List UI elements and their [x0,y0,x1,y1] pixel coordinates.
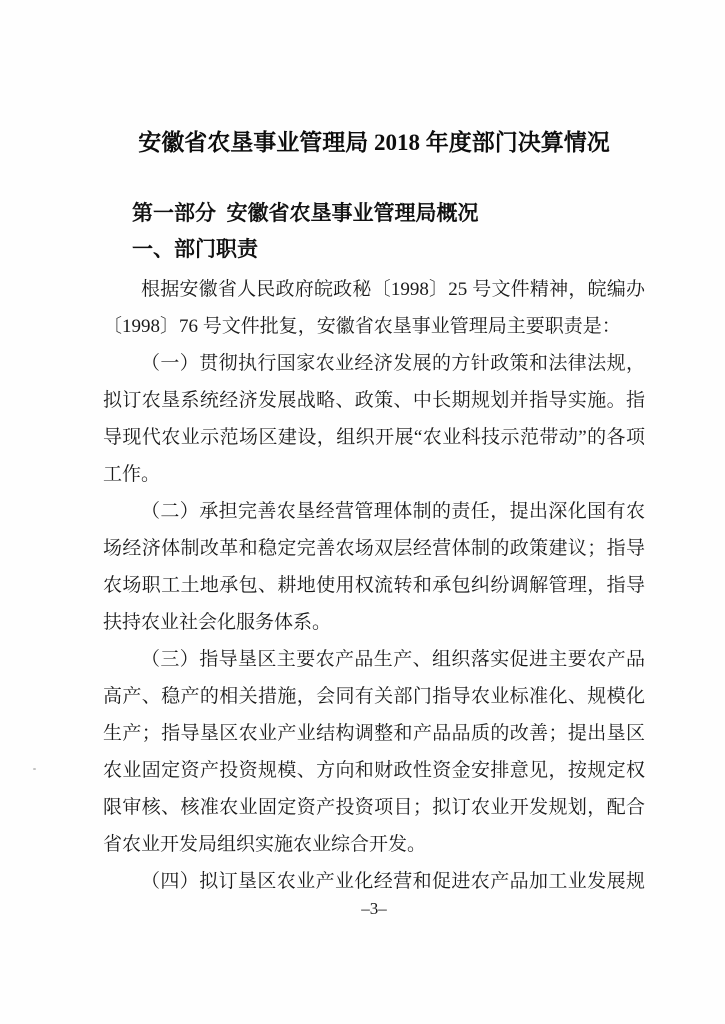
scan-speck [33,768,36,770]
body-line: 〔1998〕76 号文件批复，安徽省农垦事业管理局主要职责是： [103,316,621,337]
body-line: （四）拟订垦区农业产业化经营和促进农产品加工业发展规 [141,871,645,892]
page-number: –3– [361,899,387,918]
body-line: 扶持农业社会化服务体系。 [103,612,332,633]
body-line: （一）贯彻执行国家农业经济发展的方针政策和法律法规， [141,353,645,374]
body-line: 拟订农垦系统经济发展战略、政策、中长期规划并指导实施。指 [103,390,645,411]
body-line: 高产、稳产的相关措施，会同有关部门指导农业标准化、规模化 [103,686,645,707]
body-line: 工作。 [103,464,161,485]
body-line: 省农业开发局组织实施农业综合开发。 [103,834,427,855]
document-title: 安徽省农垦事业管理局 2018 年度部门决算情况 [138,130,610,155]
part-heading: 第一部分 安徽省农垦事业管理局概况 [132,201,479,225]
body-line: 场经济体制改革和稳定完善农场双层经营体制的政策建议；指导 [103,538,645,559]
body-line: 农场职工土地承包、耕地使用权流转和承包纠纷调解管理，指导 [103,575,645,596]
document-body [103,271,645,900]
section-heading: 一、部门职责 [132,237,258,261]
body-line: 导现代农业示范场区建设，组织开展“农业科技示范带动”的各项 [103,427,645,448]
body-line: 根据安徽省人民政府皖政秘〔1998〕25 号文件精神，皖编办 [141,279,645,300]
body-line: （二）承担完善农垦经营管理体制的责任，提出深化国有农 [141,501,645,522]
body-line: （三）指导垦区主要农产品生产、组织落实促进主要农产品 [141,649,645,670]
body-line: 生产；指导垦区农业产业结构调整和产品品质的改善；提出垦区 [103,723,645,744]
body-line: 农业固定资产投资规模、方向和财政性资金安排意见，按规定权 [103,760,645,781]
body-line: 限审核、核准农业固定资产投资项目；拟订农业开发规划，配合 [103,797,645,818]
